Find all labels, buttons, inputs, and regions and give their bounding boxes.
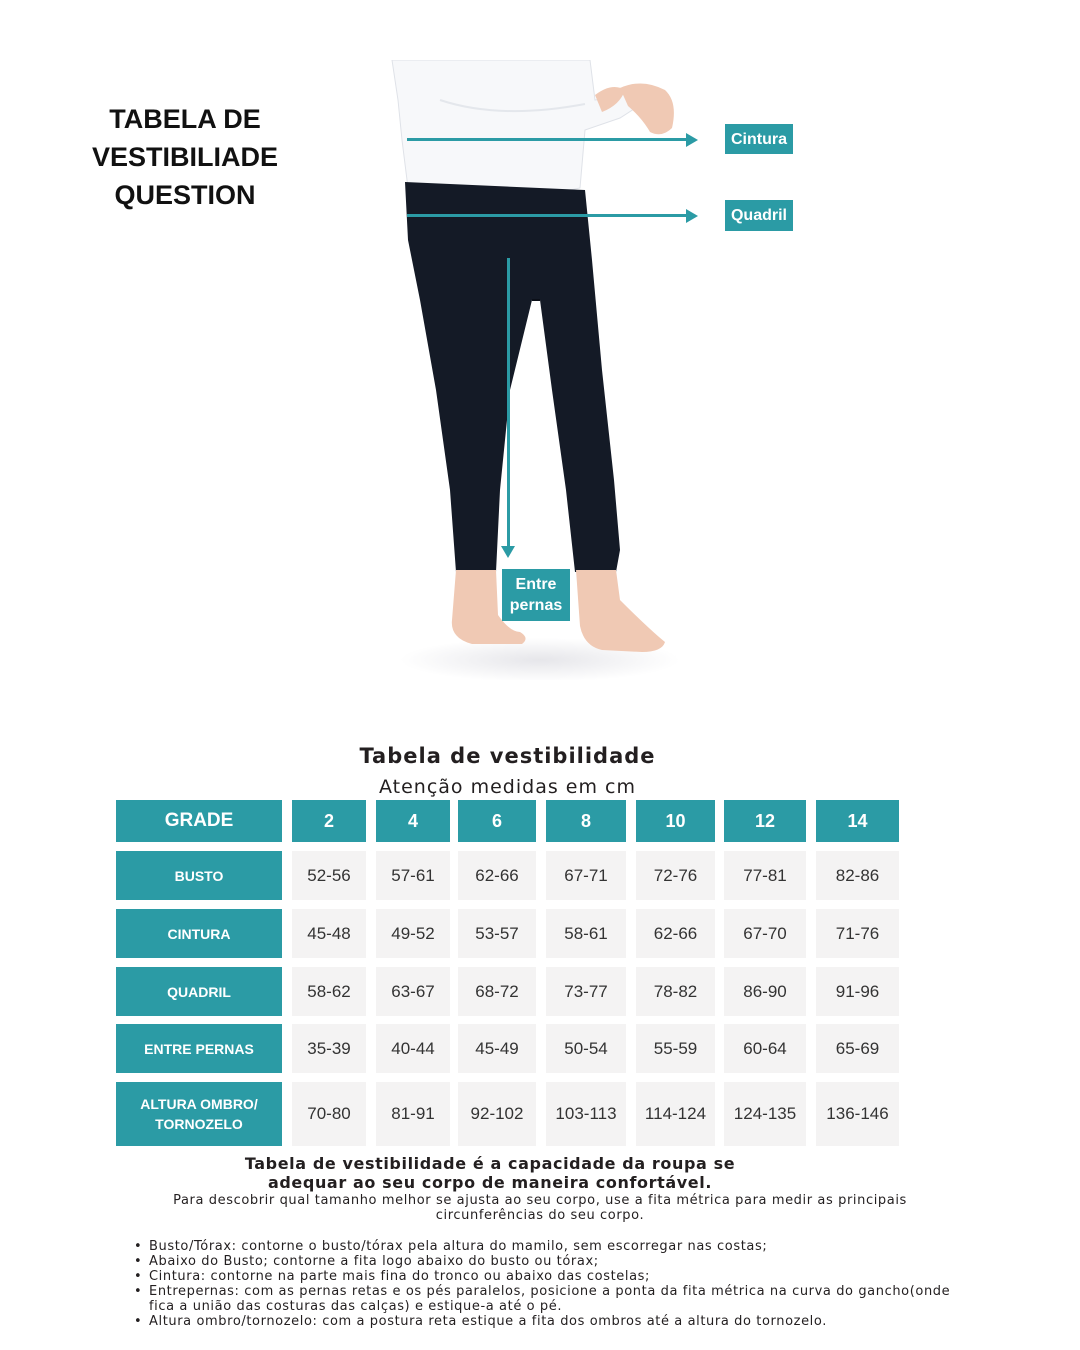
- row-label-busto: BUSTO: [116, 851, 282, 900]
- table-cell: 68-72: [458, 967, 536, 1016]
- table-cell: 60-64: [724, 1024, 806, 1073]
- footer-description: [120, 1193, 960, 1223]
- table-cell: 91-96: [816, 967, 899, 1016]
- table-cell: 82-86: [816, 851, 899, 900]
- table-cell: 114-124: [636, 1082, 715, 1146]
- table-cell: 92-102: [458, 1082, 536, 1146]
- footer-description-line-1: Para descobrir qual tamanho melhor se ajusta ao seu corpo, use a fita métrica para medir as principais: [173, 1193, 907, 1208]
- shirt: [392, 60, 648, 198]
- bullet: •: [134, 1254, 143, 1269]
- size-header: 14: [816, 800, 899, 842]
- table-cell: 65-69: [816, 1024, 899, 1073]
- quadril-tag: Quadril: [725, 200, 793, 231]
- measurement-instructions: [132, 1239, 962, 1329]
- right-foot: [576, 570, 665, 652]
- table-cell: 52-56: [292, 851, 366, 900]
- brand-title-line-2: VESTIBILIADE: [91, 142, 279, 172]
- footer-definition-line-2: adequar ao seu corpo de maneira confortável.: [267, 1173, 712, 1192]
- table-cell: 62-66: [458, 851, 536, 900]
- bullet: •: [134, 1284, 143, 1299]
- row-label-line-1: ALTURA OMBRO/: [140, 1096, 258, 1112]
- instruction-text: Cintura: contorne na parte mais fina do tronco ou abaixo das costelas;: [149, 1269, 651, 1284]
- instruction-text: Abaixo do Busto; contorne a fita logo abaixo do busto ou tórax;: [149, 1254, 599, 1269]
- table-cell: 70-80: [292, 1082, 366, 1146]
- table-subtitle: Atenção medidas em cm: [379, 776, 636, 798]
- table-cell: 103-113: [546, 1082, 626, 1146]
- table-cell: 58-61: [546, 909, 626, 958]
- row-label-entre-pernas: ENTRE PERNAS: [116, 1024, 282, 1073]
- table-cell: 62-66: [636, 909, 715, 958]
- list-item: [132, 1239, 962, 1254]
- footer-description-line-2: circunferências do seu corpo.: [435, 1208, 645, 1223]
- size-header: 6: [458, 800, 536, 842]
- table-cell: 136-146: [816, 1082, 899, 1146]
- cintura-tag: Cintura: [725, 124, 793, 154]
- bullet: •: [134, 1239, 143, 1254]
- table-cell: 73-77: [546, 967, 626, 1016]
- table-cell: 77-81: [724, 851, 806, 900]
- brand-title-line-3: QUESTION: [114, 180, 256, 210]
- row-label-cintura: CINTURA: [116, 909, 282, 958]
- table-cell: 50-54: [546, 1024, 626, 1073]
- list-item: [132, 1284, 962, 1314]
- table-cell: 63-67: [376, 967, 450, 1016]
- table-cell: 45-48: [292, 909, 366, 958]
- row-label-quadril: QUADRIL: [116, 967, 282, 1016]
- entre-pernas-arrow-head: [501, 546, 515, 558]
- footer-definition-line-1: Tabela de vestibilidade é a capacidade da roupa se: [244, 1154, 736, 1173]
- table-cell: 86-90: [724, 967, 806, 1016]
- list-item: [132, 1314, 962, 1329]
- table-cell: 57-61: [376, 851, 450, 900]
- leggings: [405, 182, 620, 572]
- table-cell: 67-70: [724, 909, 806, 958]
- entre-pernas-tag-line-2: pernas: [509, 597, 563, 614]
- table-cell: 53-57: [458, 909, 536, 958]
- table-title: Tabela de vestibilidade: [359, 744, 656, 768]
- table-cell: 35-39: [292, 1024, 366, 1073]
- size-header: 8: [546, 800, 626, 842]
- instruction-text: Busto/Tórax: contorne o busto/tórax pela altura do mamilo, sem escorregar nas costas;: [149, 1239, 768, 1254]
- entre-pernas-tag-line-1: Entre: [515, 576, 557, 593]
- table-cell: 71-76: [816, 909, 899, 958]
- table-cell: 78-82: [636, 967, 715, 1016]
- cintura-arrow-head: [686, 133, 698, 147]
- table-cell: 55-59: [636, 1024, 715, 1073]
- size-header: 12: [724, 800, 806, 842]
- entre-pernas-tag: [502, 569, 570, 621]
- table-cell: 81-91: [376, 1082, 450, 1146]
- bullet: •: [134, 1314, 143, 1329]
- list-item: [132, 1254, 962, 1269]
- entre-pernas-arrow-line: [507, 258, 510, 548]
- table-cell: 45-49: [458, 1024, 536, 1073]
- brand-title-line-1: TABELA DE: [109, 104, 261, 134]
- size-header: 2: [292, 800, 366, 842]
- table-cell: 49-52: [376, 909, 450, 958]
- table-cell: 72-76: [636, 851, 715, 900]
- quadril-arrow-line: [407, 214, 689, 217]
- instruction-text: Entrepernas: com as pernas retas e os pés paralelos, posicione a ponta da fita métrica na curva do gancho(onde fica a união das costuras das calças) e estique-a até o pé.: [149, 1284, 951, 1314]
- table-cell: 58-62: [292, 967, 366, 1016]
- size-header: 4: [376, 800, 450, 842]
- brand-title: [70, 100, 300, 214]
- instruction-text: Altura ombro/tornozelo: com a postura reta estique a fita dos ombros até a altura do tornozelo.: [149, 1314, 827, 1329]
- quadril-arrow-head: [686, 209, 698, 223]
- size-header: 10: [636, 800, 715, 842]
- bullet: •: [134, 1269, 143, 1284]
- list-item: [132, 1269, 962, 1284]
- table-cell: 40-44: [376, 1024, 450, 1073]
- row-label-line-2: TORNOZELO: [155, 1116, 243, 1132]
- cintura-arrow-line: [407, 138, 689, 141]
- grade-header: GRADE: [116, 800, 282, 842]
- table-cell: 124-135: [724, 1082, 806, 1146]
- row-label-altura-ombro-tornozelo: [116, 1082, 282, 1146]
- table-cell: 67-71: [546, 851, 626, 900]
- footer-definition: [120, 1154, 860, 1192]
